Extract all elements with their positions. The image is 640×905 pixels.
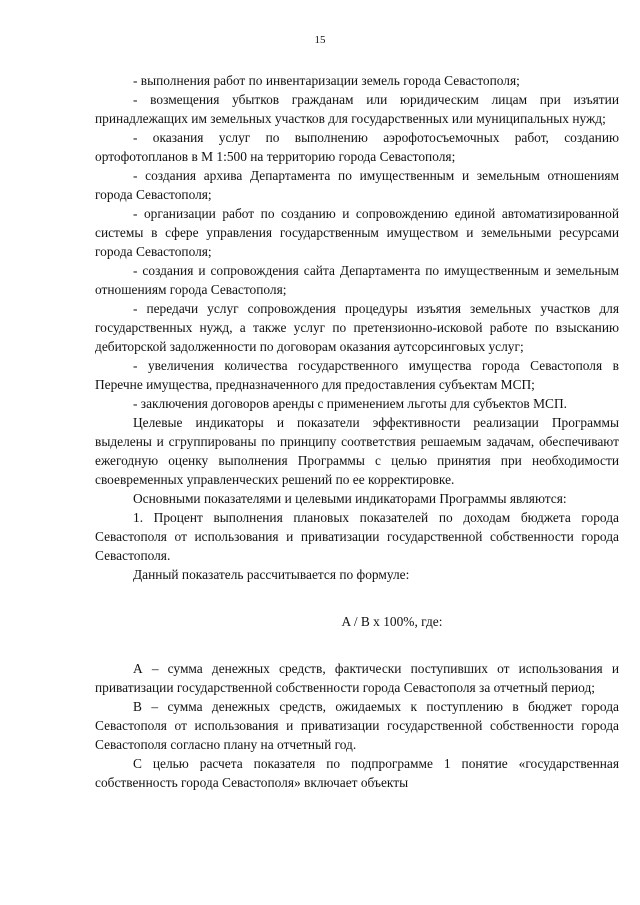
paragraph-aerial-survey: - оказания услуг по выполнению аэрофотосъемочных работ, созданию ортофотопланов в М 1:500 на территорию города Севастополя; bbox=[95, 130, 619, 164]
paragraph-main-indicators: Основными показателями и целевыми индикаторами Программы являются: bbox=[133, 491, 567, 506]
formula-text: A / B х 100%, где: bbox=[341, 614, 443, 629]
document-body bbox=[95, 71, 619, 792]
paragraph-indicator-1: 1. Процент выполнения плановых показателей по доходам бюджета города Севастополя от использования и приватизации государственной собственности города Севастополя. bbox=[95, 510, 619, 563]
paragraph-inventory-works: - выполнения работ по инвентаризации земель города Севастополя; bbox=[133, 73, 520, 88]
paragraph-target-indicators: Целевые индикаторы и показатели эффективности реализации Программы выделены и сгруппированы по принципу соответствия решаемым задачам, обеспечивают ежегодную оценку выполнения Программы с целью принятия при необходимости своевременных управленческих решений по ее корректировке. bbox=[95, 415, 619, 487]
paragraph-outsourcing: - передачи услуг сопровождения процедуры изъятия земельных участков для государственных нужд, а также услуг по претензионно-исковой работе по взысканию дебиторской задолженности по договорам оказания аутсорсинговых услуг; bbox=[95, 301, 619, 354]
paragraph-website: - создания и сопровождения сайта Департамента по имущественным и земельным отношениям города Севастополя; bbox=[95, 263, 619, 297]
paragraph-definition-a: А – сумма денежных средств, фактически поступивших от использования и приватизации государственной собственности города Севастополя за отчетный период; bbox=[95, 661, 619, 695]
paragraph-compensation: - возмещения убытков гражданам или юридическим лицам при изъятии принадлежащих им земельных участков для государственных или муниципальных нужд; bbox=[95, 92, 619, 126]
formula bbox=[95, 612, 619, 631]
page-number: 15 bbox=[314, 34, 326, 46]
paragraph-property-list: - увеличения количества государственного имущества города Севастополя в Перечне имущества, предназначенного для предоставления субъектам МСП; bbox=[95, 358, 619, 392]
paragraph-lease-contracts: - заключения договоров аренды с применением льготы для субъектов МСП. bbox=[133, 396, 567, 411]
paragraph-definition-b: В – сумма денежных средств, ожидаемых к поступлению в бюджет города Севастополя от использования и приватизации государственной собственности города Севастополя согласно плану на отчетный год. bbox=[95, 699, 619, 752]
paragraph-formula-intro: Данный показатель рассчитывается по формуле: bbox=[133, 567, 410, 582]
paragraph-automated-system: - организации работ по созданию и сопровождению единой автоматизированной системы в сфере управления государственным имуществом и земельными ресурсами города Севастополя; bbox=[95, 206, 619, 259]
paragraph-subprogram-note: С целью расчета показателя по подпрограмме 1 понятие «государственная собственность города Севастополя» включает объекты bbox=[95, 756, 619, 790]
paragraph-archive: - создания архива Департамента по имущественным и земельным отношениям города Севастополя; bbox=[95, 168, 619, 202]
